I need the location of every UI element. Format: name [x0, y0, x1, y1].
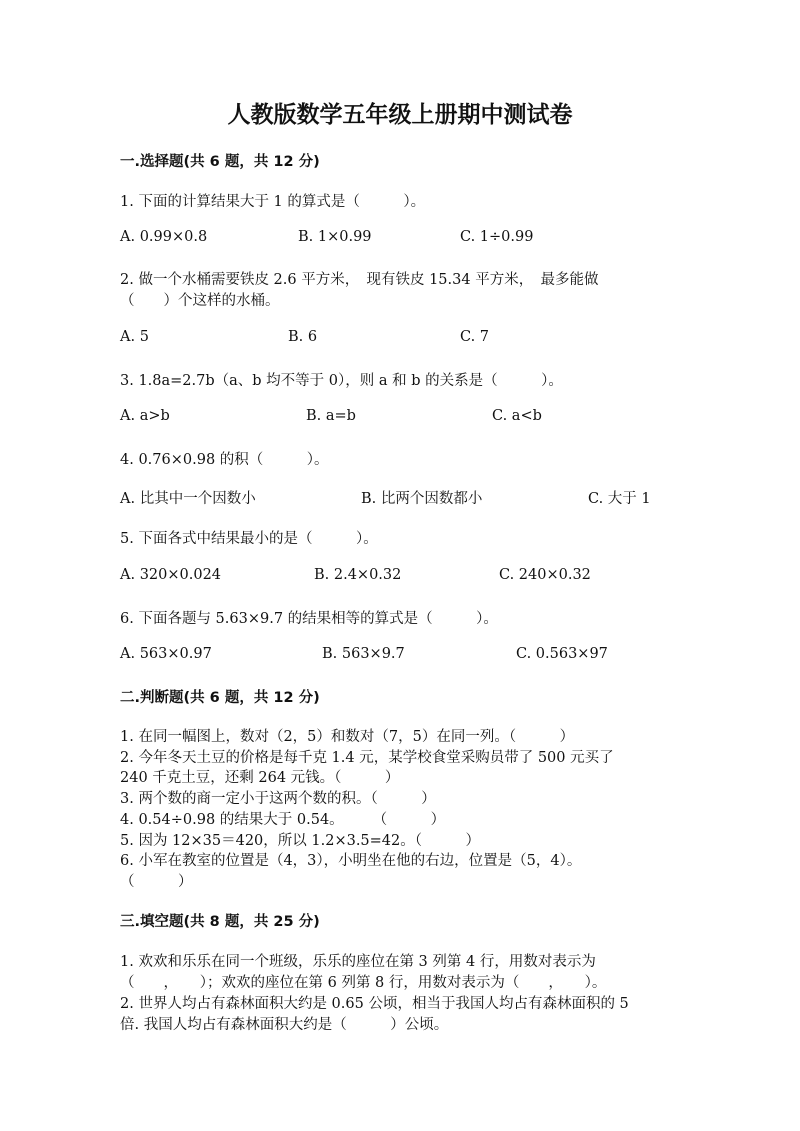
option-c: C. 大于 1 [588, 491, 651, 507]
section-heading-judgement: 二.判断题(共 6 题，共 12 分) [120, 690, 320, 706]
judgement-line: 4. 0.54÷0.98 的结果大于 0.54。 （ ） [120, 812, 446, 828]
fill-in-line: （ ， ）；欢欢的座位在第 6 列第 8 行，用数对表示为（ ， ）。 [120, 975, 607, 991]
option-b: B. 563×9.7 [322, 646, 405, 662]
option-a: A. 563×0.97 [120, 646, 212, 662]
option-b: B. 1×0.99 [298, 229, 372, 245]
option-a: A. 320×0.024 [120, 567, 222, 583]
option-b: B. 6 [288, 329, 318, 345]
judgement-line: 1. 在同一幅图上，数对（2，5）和数对（7，5）在同一列。（ ） [120, 729, 575, 745]
option-b: B. a=b [306, 408, 356, 424]
option-c: C. 0.563×97 [516, 646, 608, 662]
question-stem-continued: （ ）个这样的水桶。 [120, 293, 280, 309]
judgement-line: 240 千克土豆，还剩 264 元钱。（ ） [120, 770, 400, 786]
fill-in-line: 倍. 我国人均占有森林面积大约是（ ）公顷。 [120, 1017, 449, 1033]
question-stem: 1. 下面的计算结果大于 1 的算式是（ ）。 [120, 194, 426, 210]
judgement-line: 6. 小军在教室的位置是（4，3），小明坐在他的右边，位置是（5，4）。 [120, 853, 582, 869]
option-c: C. 1÷0.99 [460, 229, 534, 245]
question-stem: 4. 0.76×0.98 的积（ ）。 [120, 452, 329, 468]
fill-in-line: 1. 欢欢和乐乐在同一个班级，乐乐的座位在第 3 列第 4 行，用数对表示为 [120, 954, 596, 970]
option-c: C. 7 [460, 329, 490, 345]
question-stem: 6. 下面各题与 5.63×9.7 的结果相等的算式是（ ）。 [120, 611, 498, 627]
option-c: C. 240×0.32 [499, 567, 591, 583]
judgement-line: 3. 两个数的商一定小于这两个数的积。（ ） [120, 791, 436, 807]
section-heading-choice: 一.选择题(共 6 题，共 12 分) [120, 154, 320, 170]
judgement-line: 5. 因为 12×35＝420，所以 1.2×3.5=42。（ ） [120, 833, 481, 849]
judgement-line: 2. 今年冬天土豆的价格是每千克 1.4 元，某学校食堂采购员带了 500 元买了 [120, 750, 614, 766]
fill-in-line: 2. 世界人均占有森林面积大约是 0.65 公顷，相当于我国人均占有森林面积的 5 [120, 996, 629, 1012]
option-a: A. 5 [120, 329, 149, 345]
question-stem: 2. 做一个水桶需要铁皮 2.6 平方米， 现有铁皮 15.34 平方米， 最多能做 [120, 272, 599, 288]
option-a: A. 0.99×0.8 [120, 229, 208, 245]
option-a: A. 比其中一个因数小 [120, 491, 256, 507]
option-b: B. 比两个因数都小 [361, 491, 483, 507]
option-a: A. a>b [120, 408, 170, 424]
page-title: 人教版数学五年级上册期中测试卷 [227, 102, 573, 128]
question-stem: 3. 1.8a=2.7b（a、b 均不等于 0），则 a 和 b 的关系是（ ）。 [120, 373, 563, 389]
option-c: C. a<b [492, 408, 542, 424]
option-b: B. 2.4×0.32 [314, 567, 402, 583]
question-stem: 5. 下面各式中结果最小的是（ ）。 [120, 531, 378, 547]
section-heading-fill-in: 三.填空题(共 8 题，共 25 分) [120, 914, 320, 930]
judgement-line: （ ） [120, 874, 193, 890]
